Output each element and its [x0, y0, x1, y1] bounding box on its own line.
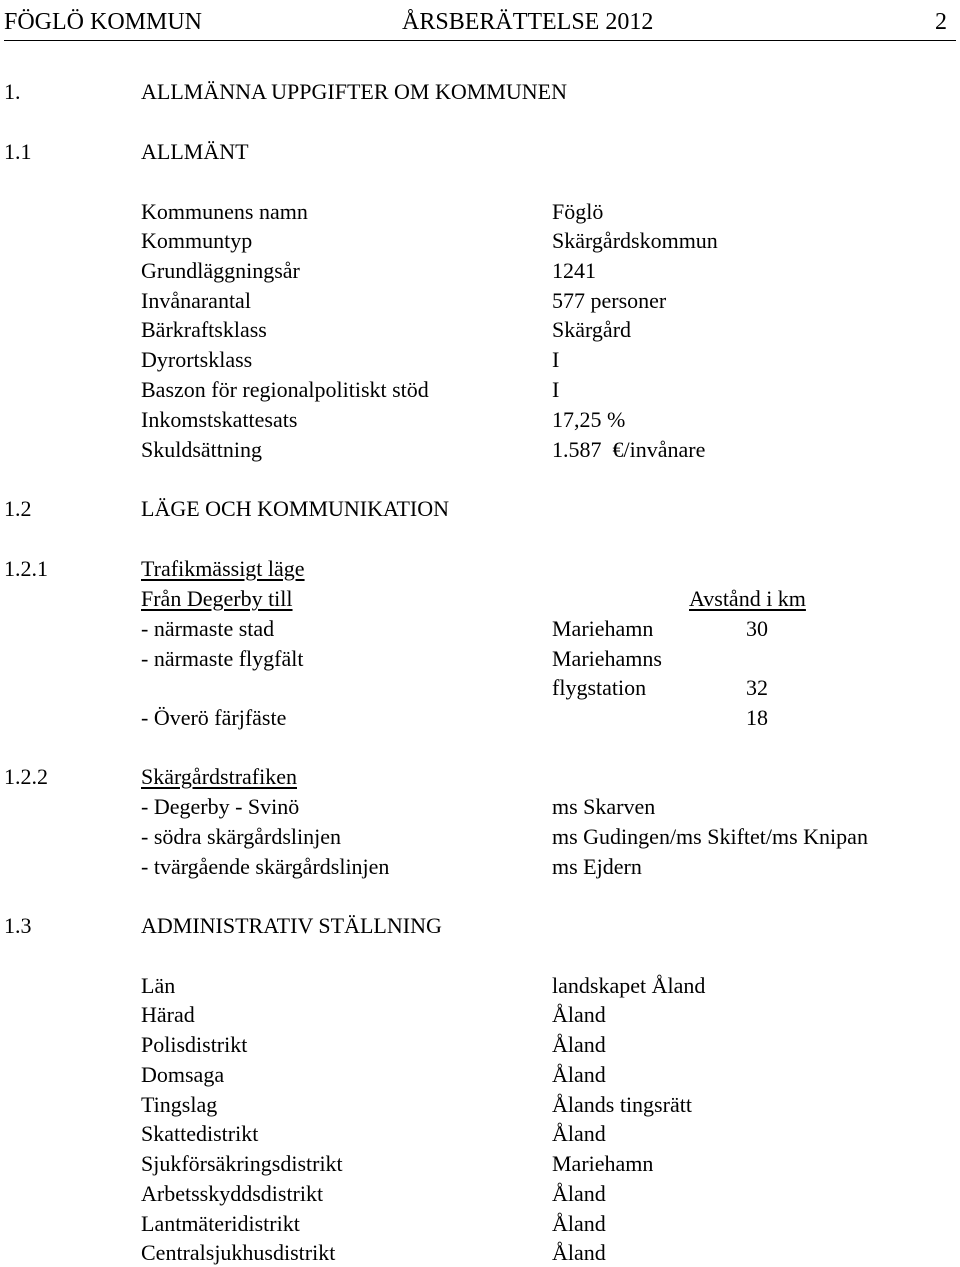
chapter-title: ALLMÄNNA UPPGIFTER OM KOMMUNEN: [141, 79, 567, 104]
section-number-1-2: 1.2: [4, 496, 32, 521]
admin-value: Åland: [552, 1211, 606, 1236]
distance-label: - Överö färjfäste: [141, 705, 287, 730]
admin-value: Åland: [552, 1240, 606, 1265]
admin-value: Åland: [552, 1121, 606, 1146]
ferry-route: - Degerby - Svinö: [141, 794, 300, 819]
info-label: Skuldsättning: [141, 437, 263, 462]
info-value: 1.587 €/invånare: [552, 437, 706, 462]
admin-value: Åland: [552, 1062, 606, 1087]
ferry-vessel: ms Gudingen/ms Skiftet/ms Knipan: [552, 824, 868, 849]
info-value: Skärgårdskommun: [552, 228, 718, 253]
distance-km: 18: [746, 705, 768, 730]
admin-value: Åland: [552, 1032, 606, 1057]
info-value: 17,25 %: [552, 407, 626, 432]
admin-label: Polisdistrikt: [141, 1032, 248, 1057]
admin-value: Åland: [552, 1002, 606, 1027]
section-title-1-2-1: Trafikmässigt läge: [141, 556, 305, 581]
info-label: Bärkraftsklass: [141, 317, 267, 342]
admin-value: Åland: [552, 1181, 606, 1206]
distance-column-header: Avstånd i km: [689, 586, 806, 611]
info-label: Invånarantal: [141, 288, 251, 313]
info-value: Föglö: [552, 199, 604, 224]
distance-place: Mariehamns: [552, 646, 662, 671]
header-page-number: 2: [935, 9, 947, 35]
admin-label: Tingslag: [141, 1092, 218, 1117]
section-title-1-3: ADMINISTRATIV STÄLLNING: [141, 913, 442, 938]
header-municipality: FÖGLÖ KOMMUN: [4, 9, 203, 35]
admin-label: Sjukförsäkringsdistrikt: [141, 1151, 343, 1176]
info-value: I: [552, 347, 560, 372]
admin-value: Mariehamn: [552, 1151, 654, 1176]
section-title-1-2-2: Skärgårdstrafiken: [141, 764, 297, 789]
chapter-number: 1.: [4, 79, 21, 104]
info-label: Baszon för regionalpolitiskt stöd: [141, 377, 429, 402]
ferry-route: - södra skärgårdslinjen: [141, 824, 341, 849]
distance-km: 30: [746, 616, 768, 641]
info-value: 577 personer: [552, 288, 667, 313]
info-value: I: [552, 377, 560, 402]
info-value: 1241: [552, 258, 596, 283]
ferry-vessel: ms Skarven: [552, 794, 656, 819]
section-number-1-2-1: 1.2.1: [4, 556, 48, 581]
header-rule: [4, 40, 956, 41]
info-label: Kommunens namn: [141, 199, 308, 224]
admin-label: Arbetsskyddsdistrikt: [141, 1181, 324, 1206]
section-number-1-3: 1.3: [4, 913, 32, 938]
distance-label: - närmaste stad: [141, 616, 275, 641]
distance-place: Mariehamn: [552, 616, 654, 641]
admin-value: landskapet Åland: [552, 973, 706, 998]
section-number-1-2-2: 1.2.2: [4, 764, 48, 789]
admin-label: Domsaga: [141, 1062, 225, 1087]
admin-label: Härad: [141, 1002, 195, 1027]
info-value: Skärgård: [552, 317, 632, 342]
admin-label: Lantmäteridistrikt: [141, 1211, 300, 1236]
info-label: Grundläggningsår: [141, 258, 300, 283]
header-report-title: ÅRSBERÄTTELSE 2012: [402, 9, 654, 35]
distance-km: 32: [746, 675, 768, 700]
distance-label: - närmaste flygfält: [141, 646, 304, 671]
admin-label: Centralsjukhusdistrikt: [141, 1240, 336, 1265]
section-number-1-1: 1.1: [4, 139, 32, 164]
ferry-route: - tvärgående skärgårdslinjen: [141, 854, 390, 879]
admin-label: Län: [141, 973, 176, 998]
admin-value: Ålands tingsrätt: [552, 1092, 692, 1117]
info-label: Dyrortsklass: [141, 347, 253, 372]
from-column-header: Från Degerby till: [141, 586, 293, 611]
distance-place: flygstation: [552, 675, 647, 700]
ferry-vessel: ms Ejdern: [552, 854, 642, 879]
section-title-1-1: ALLMÄNT: [141, 139, 249, 164]
admin-label: Skattedistrikt: [141, 1121, 259, 1146]
info-label: Kommuntyp: [141, 228, 253, 253]
info-label: Inkomstskattesats: [141, 407, 298, 432]
section-title-1-2: LÄGE OCH KOMMUNIKATION: [141, 496, 449, 521]
